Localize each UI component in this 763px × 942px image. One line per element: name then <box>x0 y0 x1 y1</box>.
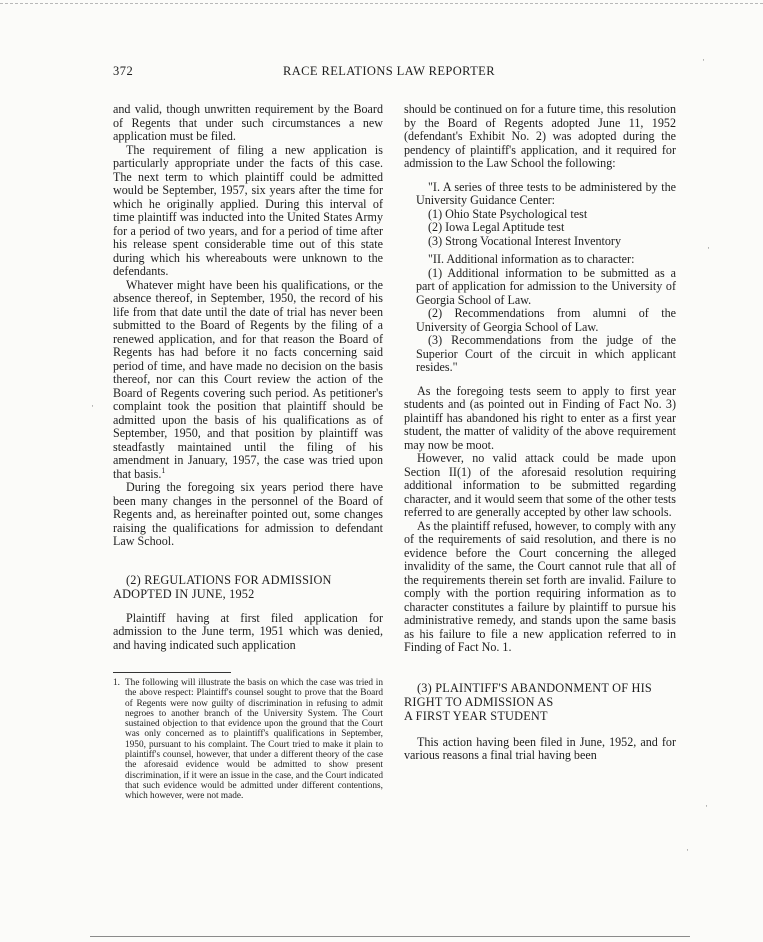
publication-title: RACE RELATIONS LAW REPORTER <box>283 64 495 78</box>
quote-list-item: (1) Ohio State Psychological test <box>428 206 588 221</box>
quote-list-item: (3) Strong Vocational Interest Inventory <box>428 233 622 248</box>
scan-speck: · <box>686 845 689 855</box>
quote-list-item: (2) Recommendations from alumni of the University of Georgia School of Law. <box>416 306 676 334</box>
scan-speck: · <box>91 401 94 411</box>
running-head <box>113 64 678 80</box>
heading-line: ADOPTED IN JUNE, 1952 <box>113 586 255 601</box>
heading-line: (3) PLAINTIFF'S ABANDONMENT OF HIS <box>417 680 652 695</box>
paragraph: During the foregoing six years period there have been many changes in the personnel of the Board of Regents and, as hereinafter pointed out, some changes raising the qualifications for admission to defendant Law School. <box>113 480 383 548</box>
page-number: 372 <box>113 64 134 78</box>
quote-list-item: (1) Additional information to be submitted as a part of application for admission to the University of Georgia School of Law. <box>416 265 676 307</box>
paragraph: However, no valid attack could be made upon Section II(1) of the aforesaid resolution requiring additional information to be submitted regarding character, and it would seem that some of the other tests referred to are generally accepted by other law schools. <box>404 451 676 519</box>
quote-paragraph: "I. A series of three tests to be administered by the University Guidance Center: <box>416 179 676 207</box>
right-column <box>404 103 676 763</box>
paragraph-text: Whatever might have been his qualifications, or the absence thereof, in September, 1950, the record of his life from that date until the date of trial has never been submitted to the Board of Regents by the filing of a renewed application, and for that reason the Board of Regents has had before it no facts concerning said period of time, and have made no decision on the basis thereof, nor can this Court review the action of the Board of Regents covering such period. As petitioner's complaint took the position that plaintiff should be admitted upon the basis of his qualifications as of September, 1950, and that position by plaintiff was steadfastly maintained until the filing of his amendment in January, 1957, the case was tried upon that basis. <box>113 277 383 481</box>
paragraph: The requirement of filing a new application is particularly appropriate under the facts of this case. The next term to which plaintiff could be admitted would be September, 1957, six years after the time for which he originally applied. During this interval of time plaintiff was inducted into the United States Army for a period of two years, and for a period of time after his release spent considerable time out of this state during which his whereabouts were unknown to the defendants. <box>113 142 383 278</box>
page-bottom-edge <box>90 936 690 937</box>
footnote <box>113 678 383 802</box>
paragraph: This action having been filed in June, 1952, and for various reasons a final trial having been <box>404 734 676 762</box>
left-column <box>113 103 383 802</box>
footnote-text: The following will illustrate the basis on which the case was tried in the above respect: Plaintiff's counsel sought to prove that the Board of Regents were now guilty of discrimination in refusing to admit negroes to another branch of the University System. The Court sustained objection to that evidence upon the ground that the Court was only concerned as to plaintiff's qualifications in September, 1950, pursuant to his complaint. The Court tried to make it plain to plaintiff's counsel, however, that under a different theory of the case the aforesaid evidence would be admitted to show present discrimination, if it were an issue in the case, and the Court indicated that such evidence would be admitted under different contentions, which however, were not made. <box>125 678 383 802</box>
scan-speck: · <box>705 801 708 811</box>
footnote-number: 1. <box>113 678 120 688</box>
paragraph: As the plaintiff refused, however, to comply with any of the requirements of said resolution, and there is no evidence before the Court concerning the alleged invalidity of the same, the Court cannot rule that all of the requirements therein set forth are invalid. Failure to comply with the portion requiring information as to character constitutes a failure by plaintiff to pursue his administrative remedy, and stands upon the same basis as his failure to file a new application referred to in Finding of Fact No. 1. <box>404 518 676 654</box>
footnote-reference: 1 <box>161 465 166 475</box>
paragraph: Plaintiff having at first filed application for admission to the June term, 1951 which was denied, and having indicated such application <box>113 610 383 652</box>
section-heading-3 <box>404 681 676 723</box>
section-heading-2 <box>113 573 383 601</box>
paragraph: should be continued on for a future time, this resolution by the Board of Regents adopted June 11, 1952 (defendant's Exhibit No. 2) was adopted during the pendency of plaintiff's application, and it required for admission to the Law School the following: <box>404 102 676 170</box>
quote-paragraph: "II. Additional information as to character: <box>428 252 635 266</box>
resolution-quote <box>416 181 676 375</box>
footnote-divider <box>113 672 231 673</box>
paragraph <box>113 279 383 482</box>
heading-line: (2) REGULATIONS FOR ADMISSION <box>126 572 332 587</box>
heading-line: RIGHT TO ADMISSION AS <box>404 694 554 709</box>
page-top-edge <box>0 3 763 4</box>
paragraph: As the foregoing tests seem to apply to first year students and (as pointed out in Finding of Fact No. 3) plaintiff has abandoned his right to enter as a first year student, the matter of validity of the above requirement may now be moot. <box>404 383 676 452</box>
heading-line: A FIRST YEAR STUDENT <box>404 708 548 723</box>
scan-speck: · <box>707 243 710 253</box>
paragraph: and valid, though unwritten requirement by the Board of Regents that under such circumstances a new application must be filed. <box>113 102 383 143</box>
quote-list-item: (3) Recommendations from the judge of the Superior Court of the circuit in which applicant resides." <box>416 333 676 374</box>
scan-speck: · <box>702 55 705 65</box>
quote-list-item: (2) Iowa Legal Aptitude test <box>428 220 565 234</box>
